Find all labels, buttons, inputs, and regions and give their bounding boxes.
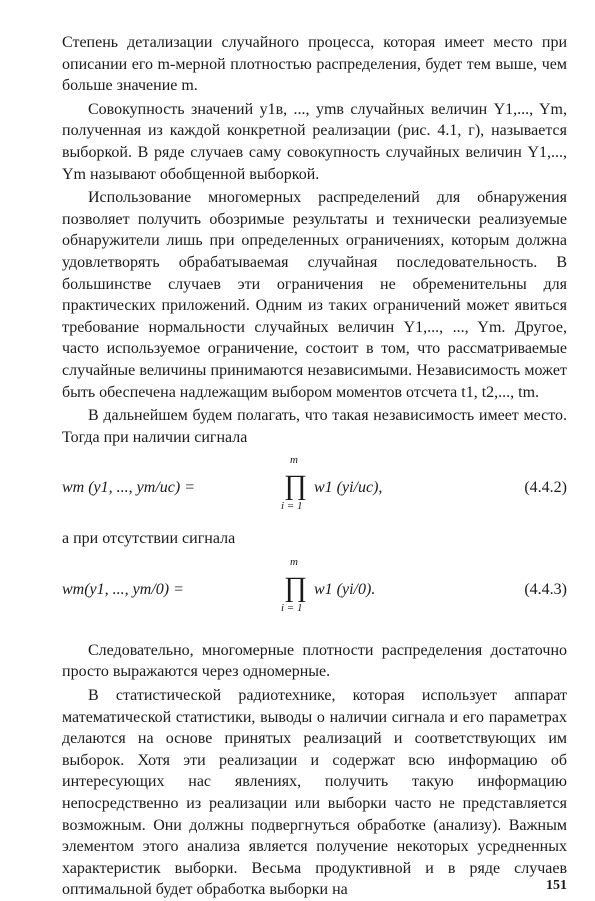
product-operator: ∏ xyxy=(284,571,308,603)
page-number: 151 xyxy=(546,878,567,893)
paragraph-2: Совокупность значений y1в, ..., ymв случайных величин Y1,..., Ym, полученная из каждой конкретной реализации (рис. 4.1, г), называется выборкой. В ряде случаев саму совокупность случайных величин Y1,..., Ym называют обобщенной выборкой. xyxy=(62,100,567,183)
product-lower-limit: i = 1 xyxy=(281,601,303,614)
paragraph-1: Степень детализации случайного процесса, которая имеет место при описании его m-мерной плотностью распределения, будет тем выше, чем больше значение m. xyxy=(62,34,567,95)
equation-4-4-2 xyxy=(62,454,567,524)
equation-rhs: w1 (yi/0). xyxy=(314,580,376,598)
product-operator: ∏ xyxy=(284,470,308,502)
paragraph-6: Следовательно, многомерные плотности распределения достаточно просто выражаются через одномерные. xyxy=(62,641,567,681)
equation-number: (4.4.3) xyxy=(524,580,567,598)
paragraph-4: В дальнейшем будем полагать, что такая независимость имеет место. Тогда при наличии сигнала xyxy=(62,407,567,446)
paragraph-7: В статистической радиотехнике, которая использует аппарат математической статистики, выводы о наличии сигнала и его параметрах делаются на основе принятых реализаций и соответствующих им выборок. Хотя эти реализации и содержат всю информацию об интересующих нас явлениях, получить такую информацию непосредственно из реализации или выборки часто не представляется возможным. Они должны подвергнуться обработке (анализу). Важным элементом этого анализа является получение некоторых усредненных характеристик выборки. Весьма продуктивной и в ряде случаев оптимальной будет обработка выборки на xyxy=(62,687,567,899)
equation-lhs: wm (y1, ..., ym/uс) = xyxy=(62,479,195,497)
product-upper-limit: m xyxy=(290,555,298,568)
equation-number: (4.4.2) xyxy=(524,479,567,497)
paragraph-3: Использование многомерных распределений для обнаружения позволяет получить обозримые результаты и технически реализуемые обнаружители лишь при определенных ограничениях, которым должна удовлетворять обрабатываемая случайная последовательность. В большинстве случаев эти ограничения не обременительны для практических приложений. Одним из таких ограничений может явиться требование нормальности случайных величин Y1,..., ..., Ym. Другое, часто используемое ограничение, состоит в том, что рассматриваемые случайные величины принимаются независимыми. Независимость может быть обеспечена надлежащим выбором моментов отсчета t1, t2,..., tm. xyxy=(62,189,567,401)
equation-rhs: w1 (yi/uс), xyxy=(314,479,383,497)
equation-4-4-3 xyxy=(62,556,567,626)
equation-lhs: wm(y1, ..., ym/0) = xyxy=(62,580,184,598)
product-upper-limit: m xyxy=(290,454,298,467)
paragraph-5: а при отсутствии сигнала xyxy=(62,530,236,548)
product-lower-limit: i = 1 xyxy=(281,500,303,513)
